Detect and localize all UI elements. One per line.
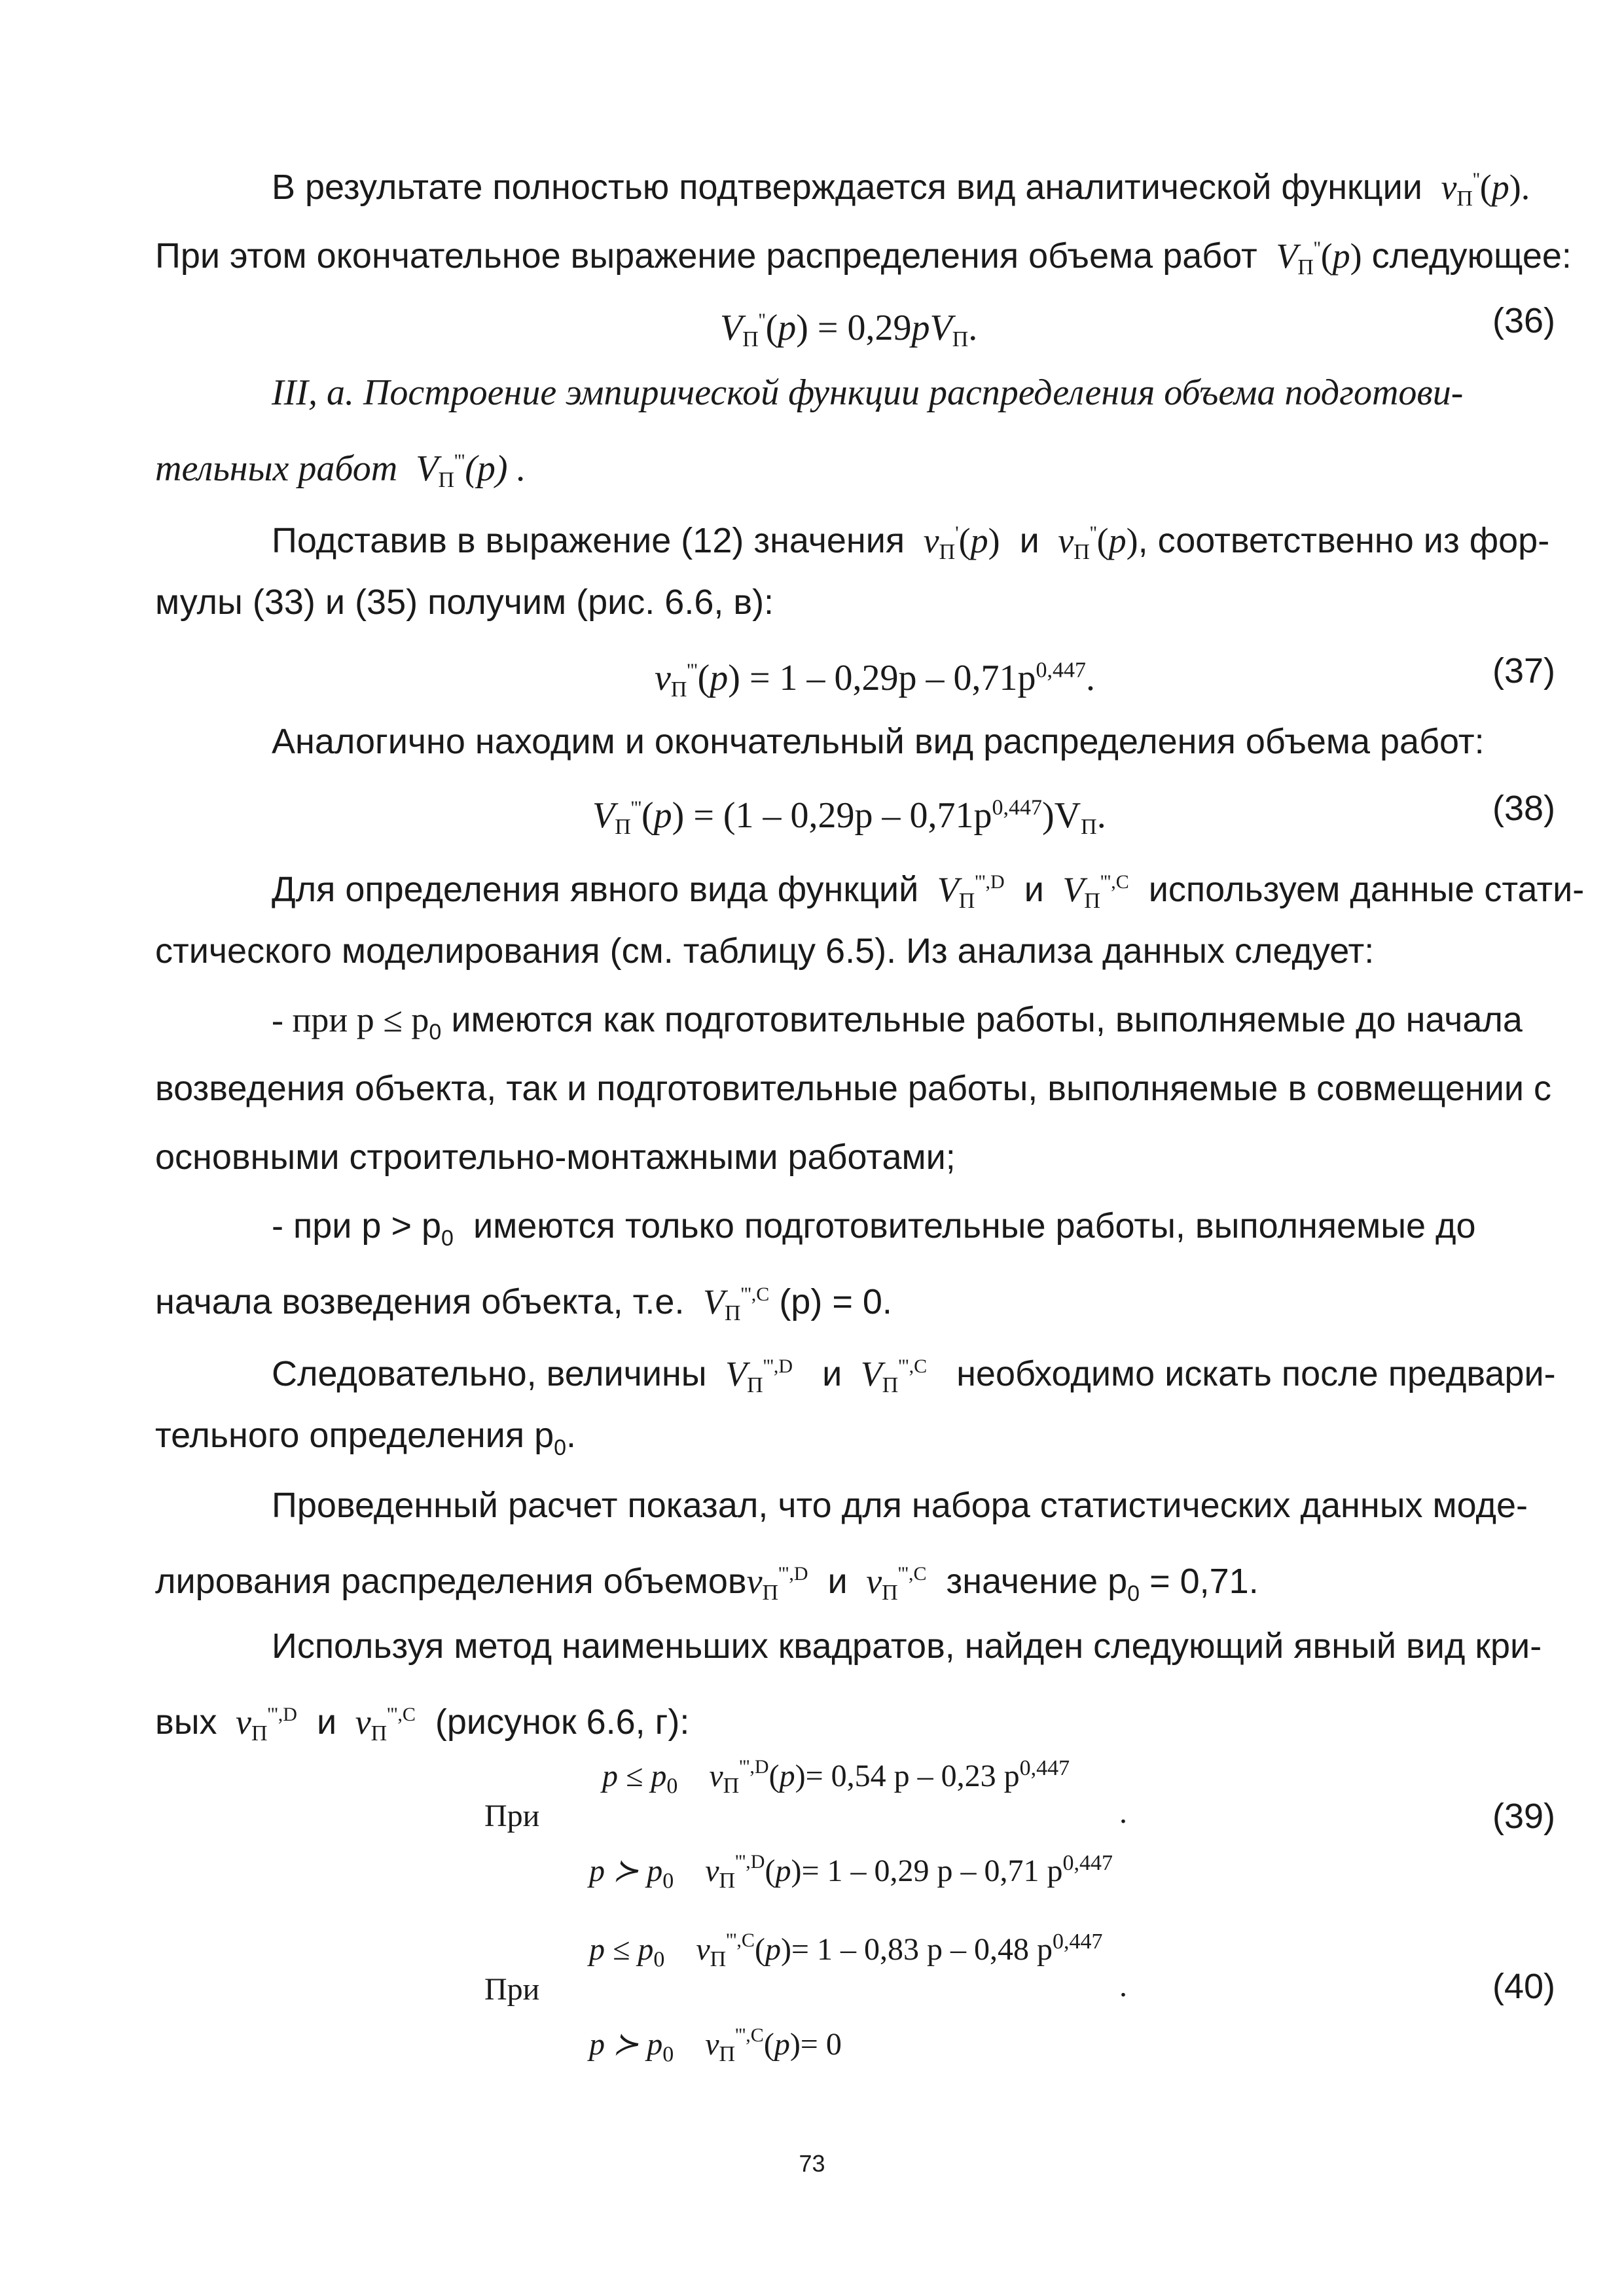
text-line: В результате полностью подтверждается вид аналитической функции vП''(p).	[272, 168, 1530, 211]
equation-number: (38)	[1492, 789, 1555, 828]
equation-number: (37)	[1492, 651, 1555, 691]
text-line: тельного определения $p_0$.	[155, 1416, 577, 1460]
text-line: основными строительно-монтажными работами;	[155, 1138, 956, 1177]
equation-39-dot: .	[1119, 1795, 1127, 1830]
equation-number: (40)	[1492, 1967, 1555, 2006]
section-heading: III, а. Построение эмпирической функции распределения объема подготови-	[272, 372, 1464, 413]
equation-number: (36)	[1492, 301, 1555, 340]
text-line: лирования распределения объемовvП$^{''',D}$ и $vП^{''',C}$ значение $p_0 = 0,71$.	[155, 1562, 1259, 1606]
text-line: мулы (33) и (35) получим (рис. 6.6, в):	[155, 583, 774, 622]
text: При этом окончательное выражение распределения объема работ	[155, 236, 1257, 276]
page-number: 73	[799, 2150, 825, 2177]
text-line: - при $p > p_0$ имеются только подготовительные работы, выполняемые до	[272, 1206, 1476, 1251]
equation-39-row-2: p ≻ $p_0$ $v_П^{''',D}(p)= 1 - 0,29$ p – 0,71 $p^{0,447}$	[589, 1851, 1113, 1893]
text-line: Проведенный расчет показал, что для набора статистических данных моде-	[272, 1486, 1528, 1525]
text: следующее:	[1371, 236, 1572, 276]
text-line: стического моделирования (см. таблицу 6.5). Из анализа данных следует:	[155, 931, 1375, 971]
text-line: При этом окончательное выражение распределения объема работ VП''(p) следующее:	[155, 236, 1572, 279]
text-line: вых $vП^{''',D}$ и $vП^{''',C}$ (рисунок 6.6, г):	[155, 1702, 690, 1746]
equation-40-row-1: $p \le p_0$ $v_П^{''',C}(p)= 1 - 0,83$ p – 0,48 $p^{0,447}$	[589, 1929, 1103, 1972]
equation-40-dot: .	[1119, 1969, 1127, 2003]
equation-39-row-1: $p \le p_0$ $v_П^{''',D}(p)= 0,54$ p – 0,23 $p^{0,447}$	[602, 1756, 1070, 1799]
text-line: Используя метод наименьших квадратов, найден следующий явный вид кри-	[272, 1626, 1542, 1666]
text-line: Аналогично находим и окончательный вид распределения объема работ:	[272, 722, 1485, 761]
text-line: Для определения явного вида функций $VП^{''',D}$ и $VП^{''',C}$ используем данные стати-	[272, 870, 1585, 913]
equation-37: $vП'''(p) = 1 - 0,29p - 0,71p^{0,447}$.	[655, 658, 1096, 702]
equation-38: $VП'''(p) = (1 - 0,29p - 0,71p^{0,447})VП$.	[592, 795, 1106, 839]
equation-40-row-2: p ≻ $p_0$ $v_П^{''',C}(p)= 0$	[589, 2024, 842, 2067]
equation-number: (39)	[1492, 1797, 1555, 1836]
equation-40-label: При	[484, 1972, 540, 2007]
equation-36: VП''(p) = 0,29pVП.	[720, 308, 978, 351]
text-line: - при $p \le p_0$ имеются как подготовительные работы, выполняемые до начала	[272, 1000, 1523, 1045]
text-line: Подставив в выражение (12) значения vП'(p) и vП''(p), соответственно из фор-	[272, 521, 1550, 564]
text-line: возведения объекта, так и подготовительные работы, выполняемые в совмещении с	[155, 1069, 1552, 1108]
section-heading-cont: тельных работ VП'''(p) .	[155, 448, 526, 492]
text-line: начала возведения объекта, т.е. $VП^{''',C}$ (p) = 0.	[155, 1282, 892, 1325]
text: В результате полностью подтверждается вид аналитической функции	[272, 168, 1422, 207]
equation-39-label: При	[484, 1799, 540, 1833]
text-line: Следовательно, величины $VП^{''',D}$ и $VП^{''',C}$ необходимо искать после предвари-	[272, 1354, 1556, 1397]
